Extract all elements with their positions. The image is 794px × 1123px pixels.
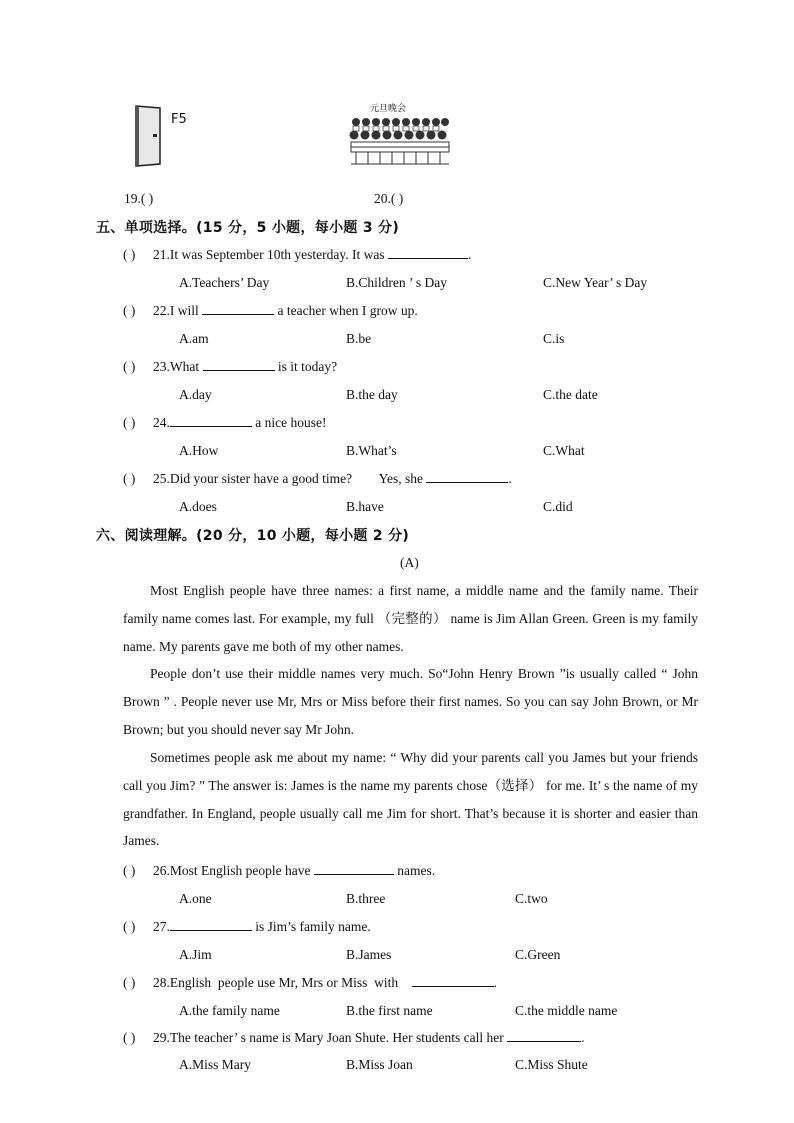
option-b: B.Children ’ s Day (346, 275, 447, 290)
option-c: C.is (543, 331, 565, 346)
option-b: B.be (346, 331, 372, 346)
answer-blank (388, 246, 468, 259)
answer-blank (314, 862, 394, 875)
question-stem: 27. is Jim’s family name. (153, 919, 371, 934)
answer-paren: ( ) (123, 975, 136, 990)
answer-blank (170, 918, 252, 931)
answer-paren: ( ) (123, 471, 136, 486)
door-icon (130, 104, 200, 168)
passage-paragraph-3: Sometimes people ask me about my name: “ Why did your parents call you James but your friends call you Jim? ” The answer is: James is the name my parents chose（选择） for me. It’ s the name of my grandfather. In England, people usually call me Jim for short. That’s because it is shorter and easier than James. (123, 750, 698, 849)
answer-paren: ( ) (123, 863, 136, 878)
answer-blank (203, 358, 275, 371)
passage-paragraph-2: People don’t use their middle names very much. So“John Henry Brown ”is usually called “ John Brown ” . People never use Mr, Mrs or Miss before their first names. So you can say John Brown, or Mr Brown; but you should never say Mr John. (123, 666, 698, 737)
option-a: A.Jim (179, 947, 212, 962)
question-19: 19.( ) (124, 191, 154, 206)
option-b: B.What’s (346, 443, 397, 458)
question-stem: 21.It was September 10th yesterday. It was . (153, 247, 472, 262)
option-a: A.Teachers’ Day (179, 275, 270, 290)
door-label: F5 (171, 112, 187, 127)
option-c: C.Miss Shute (515, 1057, 588, 1072)
section6-heading: 六、阅读理解。(20 分，10 小题，每小题 2 分) (96, 528, 410, 544)
option-c: C.the middle name (515, 1003, 618, 1018)
option-c: C.Green (515, 947, 561, 962)
question-stem: 22.I will a teacher when I grow up. (153, 303, 418, 318)
option-c: C.the date (543, 387, 598, 402)
passage-paragraph-1: Most English people have three names: a first name, a middle name and the family name. Their family name comes last. For example, my full （完整的） name is Jim Allan Green. Green is my family name. My parents gave me both of my other names. (123, 583, 698, 654)
answer-blank (170, 414, 252, 427)
option-c: C.New Year’ s Day (543, 275, 648, 290)
party-banner: 元旦晚会 (370, 104, 407, 114)
question-stem: 29.The teacher’ s name is Mary Joan Shute. Her students call her . (153, 1030, 585, 1045)
door-picture (130, 104, 200, 168)
option-a: A.does (179, 499, 217, 514)
question-stem: 28.English people use Mr, Mrs or Miss with . (153, 975, 497, 990)
option-b: B.three (346, 891, 386, 906)
option-b: B.James (346, 947, 392, 962)
option-c: C.did (543, 499, 573, 514)
option-b: B.the day (346, 387, 398, 402)
passage-label: (A) (400, 555, 419, 570)
option-a: A.the family name (179, 1003, 280, 1018)
question-stem: 23.What is it today? (153, 359, 338, 374)
option-a: A.Miss Mary (179, 1057, 252, 1072)
option-b: B.the first name (346, 1003, 433, 1018)
answer-paren: ( ) (123, 1030, 136, 1045)
option-b: B.Miss Joan (346, 1057, 413, 1072)
answer-blank (426, 470, 508, 483)
answer-paren: ( ) (123, 919, 136, 934)
question-stem: 26.Most English people have names. (153, 863, 436, 878)
answer-paren: ( ) (123, 303, 136, 318)
answer-blank (507, 1029, 581, 1042)
option-a: A.one (179, 891, 212, 906)
section5-heading: 五、单项选择。(15 分，5 小题，每小题 3 分) (96, 220, 400, 236)
answer-paren: ( ) (123, 247, 136, 262)
option-a: A.am (179, 331, 209, 346)
option-c: C.What (543, 443, 585, 458)
answer-paren: ( ) (123, 359, 136, 374)
question-stem: 24. a nice house! (153, 415, 327, 430)
option-b: B.have (346, 499, 384, 514)
answer-paren: ( ) (123, 415, 136, 430)
option-a: A.How (179, 443, 219, 458)
answer-blank (202, 302, 274, 315)
question-stem: 25.Did your sister have a good time? Yes, she . (153, 471, 512, 486)
option-c: C.two (515, 891, 548, 906)
question-20: 20.( ) (374, 191, 404, 206)
answer-blank (412, 974, 494, 987)
option-a: A.day (179, 387, 212, 402)
